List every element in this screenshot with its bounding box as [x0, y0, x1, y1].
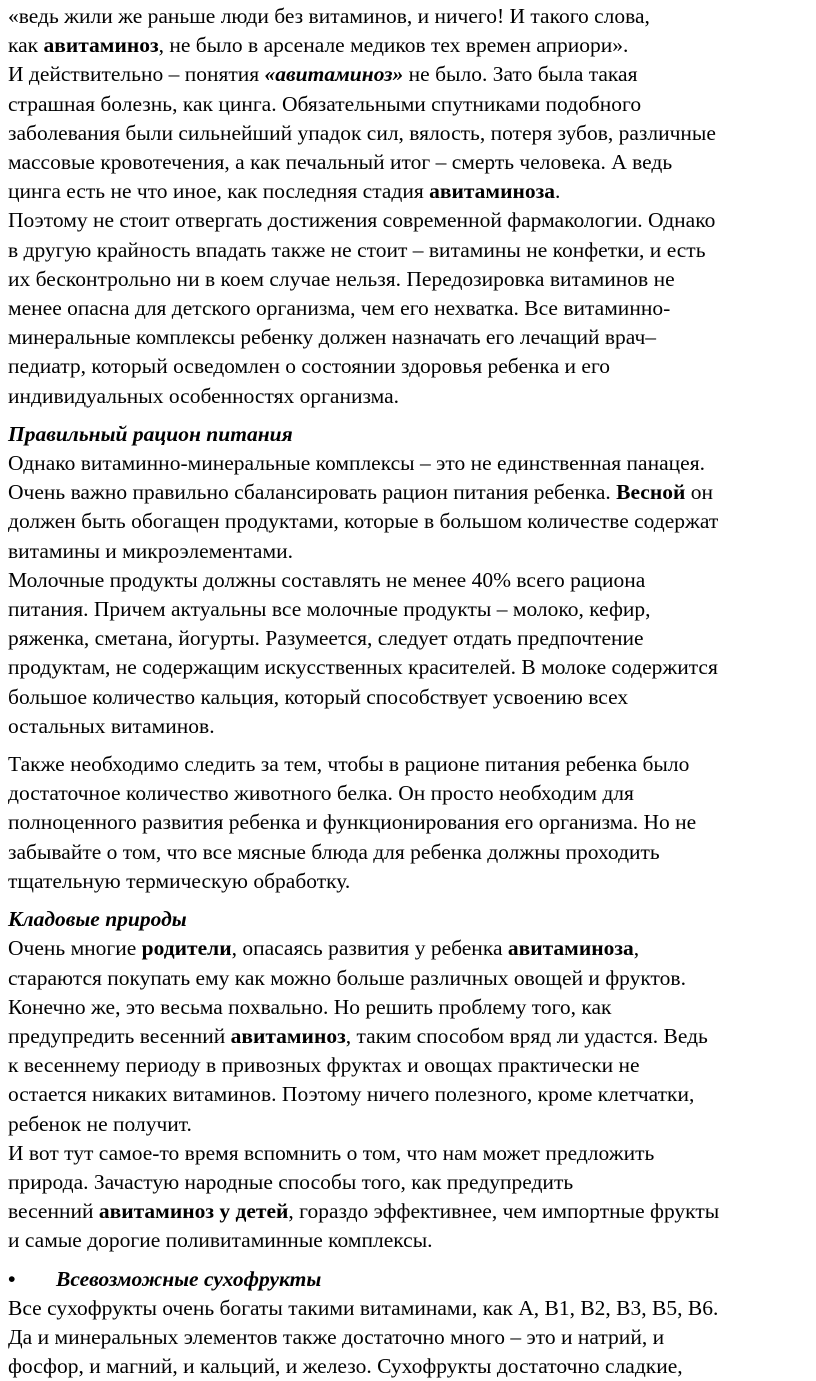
text-line: ребенок не получит.: [8, 1111, 192, 1136]
text-line: питания. Причем актуальны все молочные продукты – молоко, кефир,: [8, 597, 651, 622]
bold-term: авитаминоз у детей: [98, 1199, 289, 1224]
paragraph-parents: [8, 934, 816, 1138]
paragraph-protein: [8, 750, 816, 896]
text-line: [8, 1022, 816, 1051]
text-line: и самые дорогие поливитаминные комплексы.: [8, 1228, 433, 1253]
text-line: менее опасна для детского организма, чем его нехватка. Все витаминно-: [8, 296, 671, 321]
text-run: не было. Зато была такая: [403, 62, 638, 87]
text-line: остается никаких витаминов. Поэтому ничего полезного, кроме клетчатки,: [8, 1082, 695, 1107]
paragraph-quote: [8, 2, 816, 60]
text-run: цинга есть не что иное, как последняя стадия: [8, 179, 430, 204]
bold-term: авитаминоз: [43, 33, 159, 58]
text-line: Однако витаминно-минеральные комплексы – это не единственная панацея.: [8, 451, 705, 476]
text-line: продуктам, не содержащим искусственных красителей. В молоке содержится: [8, 655, 718, 680]
text-run: ,: [633, 936, 640, 961]
text-line: [8, 177, 816, 206]
paragraph-diet: [8, 449, 816, 566]
bold-term: авитаминоз: [230, 1023, 346, 1048]
text-line: Поэтому не стоит отвергать достижения современной фармакологии. Однако: [8, 208, 716, 233]
text-line: Все сухофрукты очень богаты такими витаминами, как А, В1, В2, В3, В5, В6.: [8, 1295, 719, 1320]
text-line: [8, 1197, 816, 1226]
text-line: Конечно же, это весьма похвально. Но решить проблему того, как: [8, 994, 612, 1019]
section-heading-nature: Кладовые природы: [8, 907, 187, 932]
text-line: большое количество кальция, который способствует усвоению всех: [8, 684, 629, 709]
text-line: заболевания были сильнейший упадок сил, вялость, потеря зубов, различные: [8, 120, 716, 145]
section-heading-diet: Правильный рацион питания: [8, 421, 293, 446]
text-line: Молочные продукты должны составлять не менее 40% всего рациона: [8, 567, 646, 592]
text-line: забывайте о том, что все мясные блюда для ребенка должны проходить: [8, 839, 660, 864]
text-run: , опасаясь развития у ребенка: [231, 936, 508, 961]
text-line: достаточное количество животного белка. Он просто необходим для: [8, 781, 634, 806]
text-line: Да и минеральных элементов также достаточно много – это и натрий, и: [8, 1324, 665, 1349]
paragraph-nature-remedies: [8, 1139, 816, 1256]
bold-term: авитаминоза: [507, 936, 634, 961]
text-line: их бесконтрольно ни в коем случае нельзя. Передозировка витаминов не: [8, 266, 675, 291]
paragraph-pharmacology: [8, 206, 816, 410]
text-line: ряженка, сметана, йогурты. Разумеется, следует отдать предпочтение: [8, 626, 644, 651]
text-line: должен быть обогащен продуктами, которые в большом количестве содержат: [8, 509, 719, 534]
bullet-label: Всевозможные сухофрукты: [56, 1266, 322, 1291]
text-line: стараются покупать ему как можно больше различных овощей и фруктов.: [8, 965, 686, 990]
bold-term: авитаминоза: [429, 179, 555, 204]
text-line: витамины и микроэлементами.: [8, 538, 293, 563]
text-run: И действительно – понятия: [8, 62, 265, 87]
text-line: [8, 60, 816, 89]
text-line: И вот тут самое-то время вспомнить о том, что нам может предложить: [8, 1140, 655, 1165]
text-run: Очень важно правильно сбалансировать рацион питания ребенка.: [8, 480, 617, 505]
bullet-item-dried-fruits: [8, 1265, 816, 1294]
text-line: в другую крайность впадать также не стоит – витамины не конфетки, и есть: [8, 237, 706, 262]
text-run: Очень многие: [8, 936, 142, 961]
text-run: , гораздо эффективнее, чем импортные фрукты: [288, 1199, 720, 1224]
text-line: остальных витаминов.: [8, 713, 215, 738]
text-run: , не было в арсенале медиков тех времен априори».: [158, 33, 629, 58]
text-run: предупредить весенний: [8, 1023, 231, 1048]
paragraph-dried-fruits: [8, 1294, 816, 1381]
text-run: весенний: [8, 1199, 99, 1224]
text-line: тщательную термическую обработку.: [8, 868, 351, 893]
paragraph-scurvy: [8, 60, 816, 206]
text-line: [8, 934, 816, 963]
bold-italic-term: «авитаминоз»: [264, 62, 404, 87]
text-line: индивидуальных особенностях организма.: [8, 383, 400, 408]
text-run: , таким способом вряд ли удастся. Ведь: [345, 1023, 708, 1048]
text-run: как: [8, 33, 44, 58]
text-line: страшная болезнь, как цинга. Обязательными спутниками подобного: [8, 91, 642, 116]
bold-term: Весной: [616, 480, 686, 505]
text-run: .: [555, 179, 561, 204]
text-line: массовые кровотечения, а как печальный итог – смерть человека. А ведь: [8, 150, 673, 175]
text-line: фосфор, и магний, и кальций, и железо. Сухофрукты достаточно сладкие,: [8, 1354, 683, 1379]
text-line: [8, 478, 816, 507]
text-line: полноценного развития ребенка и функционирования его организма. Но не: [8, 810, 697, 835]
text-line: [8, 31, 816, 60]
text-line: «ведь жили же раньше люди без витаминов, и ничего! И такого слова,: [8, 4, 650, 28]
text-line: природа. Зачастую народные способы того, как предупредить: [8, 1169, 574, 1194]
bold-term: родители: [141, 936, 232, 961]
text-line: педиатр, который осведомлен о состоянии здоровья ребенка и его: [8, 354, 610, 379]
text-line: минеральные комплексы ребенку должен назначать его лечащий врач–: [8, 325, 657, 350]
bullet-icon: •: [8, 1266, 16, 1291]
text-line: к весеннему периоду в привозных фруктах и овощах практически не: [8, 1053, 640, 1078]
text-line: Также необходимо следить за тем, чтобы в рационе питания ребенка было: [8, 752, 690, 777]
text-run: он: [685, 480, 714, 505]
paragraph-dairy: [8, 566, 816, 741]
